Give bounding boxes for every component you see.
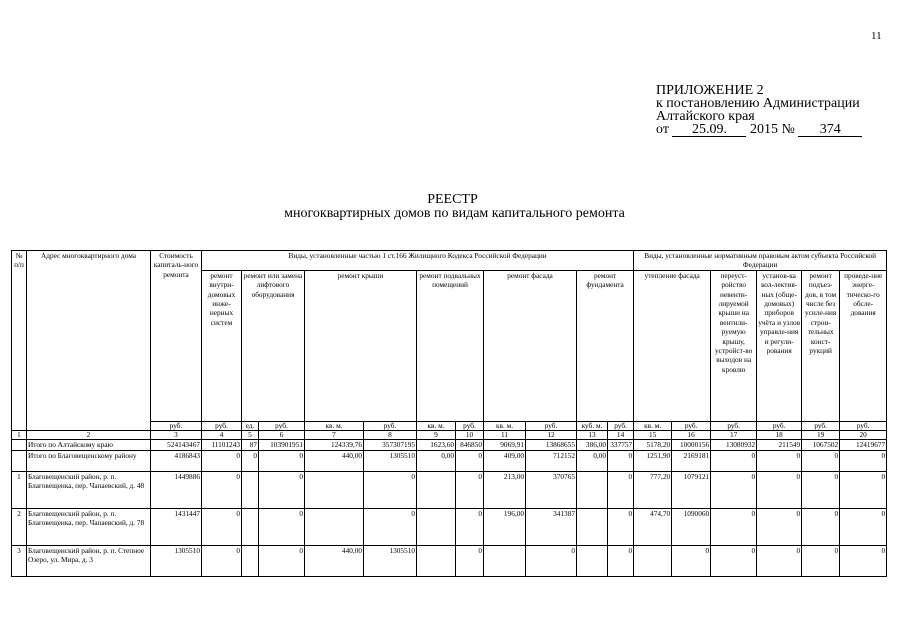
- data-cell: 12419677: [840, 439, 887, 450]
- data-cell: 211549: [757, 439, 802, 450]
- col-number-cell: 4: [202, 430, 242, 439]
- data-cell: [242, 471, 259, 508]
- header-systems: ремонт внутри-домовых инже-нерных систем: [202, 270, 242, 421]
- header-cost: Стоимость капиталь-ного ремонта: [151, 251, 202, 422]
- data-cell: 0: [840, 450, 887, 471]
- table-row-total-district: [12, 450, 887, 471]
- col-number-cell: 20: [840, 430, 887, 439]
- unit-cell: руб.: [757, 421, 802, 430]
- unit-cell: ед.: [242, 421, 259, 430]
- data-cell: 213,00: [484, 471, 526, 508]
- data-cell: 0: [259, 471, 305, 508]
- data-cell: 440,00: [305, 545, 364, 576]
- col-number-cell: 8: [364, 430, 417, 439]
- data-cell: 0: [802, 471, 840, 508]
- data-cell: 0: [711, 508, 757, 545]
- col-number-cell: 17: [711, 430, 757, 439]
- header-roof-conversion: переуст-ройство невенти-лируемой крыши на вентили-руемую крышу, устройст-во выходов на кровлю: [711, 270, 757, 421]
- table-row: [12, 508, 887, 545]
- cost-cell: 4186843: [151, 450, 202, 471]
- row-num: 2: [12, 508, 27, 545]
- data-cell: 777,20: [634, 471, 672, 508]
- col-number-cell: 3: [151, 430, 202, 439]
- data-cell: 357307195: [364, 439, 417, 450]
- data-cell: 0: [259, 450, 305, 471]
- col-number-cell: 10: [456, 430, 484, 439]
- data-cell: [242, 545, 259, 576]
- data-cell: 0: [364, 471, 417, 508]
- row-num: [12, 450, 27, 471]
- header-basement: ремонт подвальных помещений: [417, 270, 484, 421]
- unit-cell: руб.: [202, 421, 242, 430]
- cost-cell: 1431447: [151, 508, 202, 545]
- data-cell: [305, 471, 364, 508]
- data-cell: 13868655: [526, 439, 577, 450]
- row-address: Благовещенский район, р. п. Степное Озеро, ул. Мира, д. 3: [27, 545, 151, 576]
- data-cell: 13080932: [711, 439, 757, 450]
- registry-table: [11, 250, 887, 577]
- date-prefix: от: [656, 122, 669, 137]
- data-cell: [417, 508, 456, 545]
- data-cell: [242, 508, 259, 545]
- header-foundation: ремонт фундамента: [577, 270, 634, 421]
- data-cell: 0: [526, 545, 577, 576]
- col-number-cell: 1: [12, 430, 27, 439]
- data-cell: [484, 545, 526, 576]
- row-num: [12, 439, 27, 450]
- data-cell: 0: [757, 450, 802, 471]
- header-meters: установ-ка кол-лектив-ных (обще-домовых) приборов учёта и узлов управле-ния и регули-рования: [757, 270, 802, 421]
- page-number: 11: [871, 30, 882, 42]
- header-row-groups: [12, 251, 887, 271]
- data-cell: 370765: [526, 471, 577, 508]
- data-cell: 0: [757, 545, 802, 576]
- data-cell: 9069,91: [484, 439, 526, 450]
- data-cell: 0: [802, 508, 840, 545]
- data-cell: 1305510: [364, 545, 417, 576]
- data-cell: 337757: [608, 439, 634, 450]
- row-address: Итого по Алтайскому краю: [27, 439, 151, 450]
- data-cell: 0: [757, 471, 802, 508]
- data-cell: 1090060: [672, 508, 711, 545]
- col-number-cell: 18: [757, 430, 802, 439]
- data-cell: 0: [202, 471, 242, 508]
- document-title: [0, 193, 905, 221]
- col-number-cell: 2: [27, 430, 151, 439]
- appendix-block: [656, 84, 862, 137]
- header-insulation: утепление фасада: [634, 270, 711, 421]
- data-cell: 2169181: [672, 450, 711, 471]
- appendix-date-line: [656, 123, 862, 137]
- date-value: 25.09.: [672, 124, 746, 137]
- cost-cell: 524143467: [151, 439, 202, 450]
- data-cell: 0,00: [577, 450, 608, 471]
- data-cell: 103901951: [259, 439, 305, 450]
- year: 2015: [749, 122, 778, 137]
- title-line-1: РЕЕСТР: [427, 192, 478, 207]
- header-num: № п/п: [12, 251, 27, 431]
- data-cell: 0: [259, 508, 305, 545]
- data-cell: 0: [608, 508, 634, 545]
- header-elevator: ремонт или замена лифтового оборудования: [242, 270, 305, 421]
- col-number-cell: 15: [634, 430, 672, 439]
- data-cell: 474,70: [634, 508, 672, 545]
- col-number-cell: 12: [526, 430, 577, 439]
- data-cell: 386,00: [577, 439, 608, 450]
- unit-cell: руб.: [456, 421, 484, 430]
- data-cell: 1305510: [364, 450, 417, 471]
- unit-cell: руб.: [364, 421, 417, 430]
- data-cell: 87: [242, 439, 259, 450]
- appendix-title: ПРИЛОЖЕНИЕ 2: [656, 83, 764, 98]
- data-cell: 341387: [526, 508, 577, 545]
- data-cell: 0: [757, 508, 802, 545]
- data-cell: 0: [711, 471, 757, 508]
- data-cell: 0: [802, 450, 840, 471]
- data-cell: 440,00: [305, 450, 364, 471]
- col-number-cell: 19: [802, 430, 840, 439]
- data-cell: [577, 471, 608, 508]
- data-cell: 0: [608, 471, 634, 508]
- data-cell: 1079121: [672, 471, 711, 508]
- unit-cell: руб.: [151, 421, 202, 430]
- data-cell: 0: [364, 508, 417, 545]
- data-cell: 846850: [456, 439, 484, 450]
- data-cell: 0: [456, 508, 484, 545]
- col-number-cell: 5: [242, 430, 259, 439]
- data-cell: 712152: [526, 450, 577, 471]
- data-cell: 0: [840, 545, 887, 576]
- data-cell: 0: [802, 545, 840, 576]
- data-cell: [634, 545, 672, 576]
- appendix-line-resolution: к постановлению Администрации: [656, 96, 860, 111]
- unit-cell: руб.: [608, 421, 634, 430]
- row-address: Итого по Благовещенскому району: [27, 450, 151, 471]
- col-number-cell: 7: [305, 430, 364, 439]
- data-cell: 5178,20: [634, 439, 672, 450]
- data-cell: 0: [840, 508, 887, 545]
- data-cell: 1251,90: [634, 450, 672, 471]
- data-cell: 0: [672, 545, 711, 576]
- data-cell: 0: [202, 450, 242, 471]
- header-group-housing-code: Виды, установленные частью 1 ст.166 Жилищного Кодекса Российской Федерации: [202, 251, 634, 271]
- row-num: 1: [12, 471, 27, 508]
- data-cell: 0: [840, 471, 887, 508]
- unit-cell: куб. м.: [577, 421, 608, 430]
- data-cell: 0: [259, 545, 305, 576]
- header-facade: ремонт фасада: [484, 270, 577, 421]
- unit-cell: кв. м.: [634, 421, 672, 430]
- row-address: Благовещенский район, р. п. Благовещенка, пер. Чапаевский, д. 78: [27, 508, 151, 545]
- table-row: [12, 545, 887, 576]
- data-cell: 0: [608, 450, 634, 471]
- col-number-cell: 14: [608, 430, 634, 439]
- data-cell: 1623,60: [417, 439, 456, 450]
- header-entrance: ремонт подъез-дов, в том числе без усиле-ния строи-тельных конст-рукций: [802, 270, 840, 421]
- cost-cell: 1449886: [151, 471, 202, 508]
- table-row-total-region: [12, 439, 887, 450]
- data-cell: 0: [456, 545, 484, 576]
- data-cell: 0: [608, 545, 634, 576]
- number-sign: №: [781, 122, 795, 137]
- data-cell: 10000156: [672, 439, 711, 450]
- data-cell: [305, 508, 364, 545]
- data-cell: [577, 508, 608, 545]
- data-cell: 0: [202, 508, 242, 545]
- data-cell: [417, 471, 456, 508]
- col-number-cell: 9: [417, 430, 456, 439]
- title-line-2: многоквартирных домов по видам капитального ремонта: [284, 206, 625, 221]
- row-num: 3: [12, 545, 27, 576]
- header-address: Адрес многоквартирного дома: [27, 251, 151, 431]
- unit-cell: руб.: [840, 421, 887, 430]
- col-number-cell: 6: [259, 430, 305, 439]
- data-cell: [417, 545, 456, 576]
- unit-cell: руб.: [802, 421, 840, 430]
- column-numbers-row: [12, 430, 887, 439]
- data-cell: 0: [456, 471, 484, 508]
- col-number-cell: 16: [672, 430, 711, 439]
- unit-cell: кв. м.: [417, 421, 456, 430]
- unit-cell: руб.: [711, 421, 757, 430]
- data-cell: 409,00: [484, 450, 526, 471]
- header-energy-survey: проведе-ние энерге-тическо-го обсле-дования: [840, 270, 887, 421]
- data-cell: 196,00: [484, 508, 526, 545]
- data-cell: 124339,76: [305, 439, 364, 450]
- data-cell: 0: [242, 450, 259, 471]
- col-number-cell: 11: [484, 430, 526, 439]
- unit-cell: руб.: [672, 421, 711, 430]
- unit-cell: кв. м.: [305, 421, 364, 430]
- data-cell: 1067502: [802, 439, 840, 450]
- appendix-line-region: Алтайского края: [656, 109, 755, 124]
- data-cell: [577, 545, 608, 576]
- data-cell: 0: [711, 545, 757, 576]
- table-row: [12, 471, 887, 508]
- unit-cell: руб.: [526, 421, 577, 430]
- header-group-regional-act: Виды, установленные нормативным правовым актом субъекта Российской Федерации: [634, 251, 887, 271]
- cost-cell: 1305510: [151, 545, 202, 576]
- header-roof: ремонт крыши: [305, 270, 417, 421]
- unit-cell: руб.: [259, 421, 305, 430]
- data-cell: 0,00: [417, 450, 456, 471]
- col-number-cell: 13: [577, 430, 608, 439]
- data-cell: 0: [456, 450, 484, 471]
- row-address: Благовещенский район, р. п. Благовещенка, пер. Чапаевский, д. 48: [27, 471, 151, 508]
- data-cell: 11101243: [202, 439, 242, 450]
- unit-cell: кв. м.: [484, 421, 526, 430]
- resolution-number: 374: [798, 124, 862, 137]
- data-cell: 0: [202, 545, 242, 576]
- data-cell: 0: [711, 450, 757, 471]
